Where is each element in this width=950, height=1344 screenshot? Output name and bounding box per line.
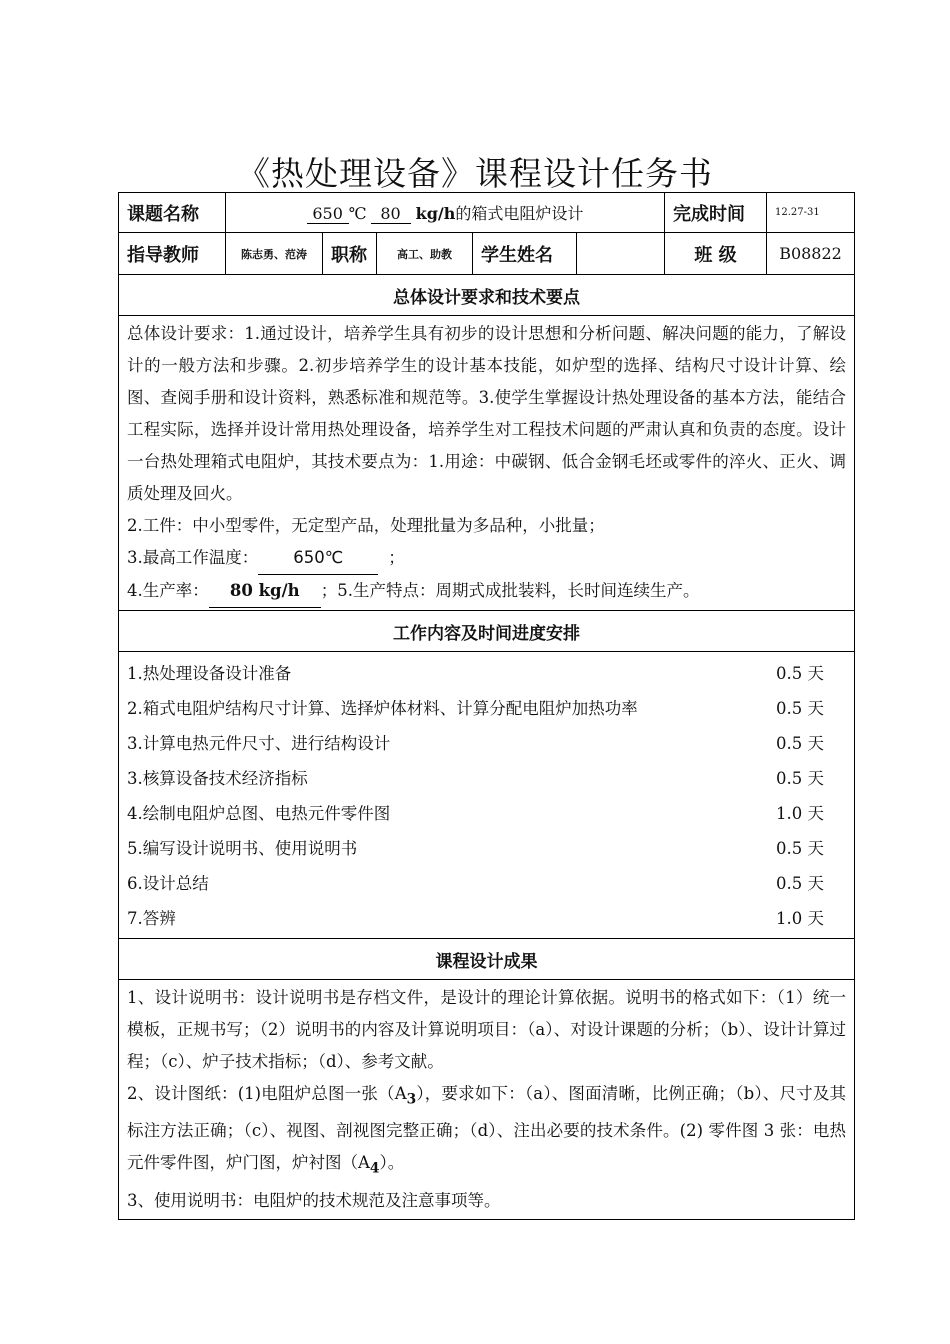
requirements-item-3: 3.最高工作温度： 650℃ ； bbox=[127, 542, 846, 575]
topic-label: 课题名称 bbox=[119, 193, 226, 233]
document-title: 《热处理设备》课程设计任务书 bbox=[237, 154, 713, 193]
topic-value bbox=[226, 193, 665, 233]
requirements-heading-row bbox=[119, 275, 855, 316]
schedule-item: 3.核算设备技术经济指标 0.5 天 bbox=[127, 769, 825, 788]
position-label: 职称 bbox=[323, 233, 377, 275]
requirements-row bbox=[119, 316, 855, 611]
schedule-body bbox=[119, 652, 855, 939]
results-item-3: 3、使用说明书：电阻炉的技术规范及注意事项等。 bbox=[127, 1190, 501, 1210]
max-temp-value: 650℃ bbox=[258, 542, 378, 575]
schedule-item: 1.热处理设备设计准备 0.5 天 bbox=[127, 664, 825, 683]
requirements-item-2: 2.工件：中小型零件，无定型产品，处理批量为多品种，小批量； bbox=[127, 516, 605, 535]
topic-temp-unit: ℃ bbox=[348, 204, 367, 223]
requirements-intro: 总体设计要求：1.通过设计，培养学生具有初步的设计思想和分析问题、解决问题的能力，了解设计的一般方法和步骤。2.初步培养学生的设计基本技能，如炉型的选择、结构尺寸设计计算、绘图、查阅手册和设计资料，熟悉标准和规范等。3.使学生掌握设计热处理设备的基本方法，能结合工程实际，选择并设计常用热处理设备，培养学生对工程技术问题的严肃认真和负责的态度。设计一台热处理箱式电阻炉，其技术要点为：1.用途：中碳钢、低合金钢毛坯或零件的淬火、正火、调质处理及回火。 bbox=[127, 324, 847, 503]
results-item-1: 1、设计说明书：设计说明书是存档文件，是设计的理论计算依据。说明书的格式如下：（1）统一模板，正规书写；（2）说明书的内容及计算说明项目：（a）、对设计课题的分析；（b）、设计计算过程；（c）、炉子技术指标；（d）、参考文献。 bbox=[127, 988, 847, 1071]
schedule-heading: 工作内容及时间进度安排 bbox=[119, 611, 855, 652]
results-body bbox=[119, 980, 855, 1220]
production-rate-value: 80 kg/h bbox=[209, 575, 321, 608]
class-value: B08822 bbox=[767, 233, 855, 275]
requirements-heading: 总体设计要求和技术要点 bbox=[119, 275, 855, 316]
teacher-row bbox=[119, 233, 855, 275]
schedule-row bbox=[119, 652, 855, 939]
student-value bbox=[577, 233, 665, 275]
topic-row bbox=[119, 193, 855, 233]
results-heading: 课程设计成果 bbox=[119, 939, 855, 980]
requirements-body bbox=[119, 316, 855, 611]
schedule-item: 5.编写设计说明书、使用说明书 0.5 天 bbox=[127, 839, 825, 858]
results-item-2: 2、设计图纸：(1)电阻炉总图一张$(A_3)$，要求如下：（a）、图面清晰，比例正确；（b）、尺寸及其标注方法正确；（c）、视图、剖视图完整正确；（d）、注出必要的技术条件。(2) 零件图 3 张：电热元件零件图，炉门图，炉衬图$(A_4)$。 bbox=[127, 1084, 847, 1177]
results-row bbox=[119, 980, 855, 1220]
schedule-heading-row bbox=[119, 611, 855, 652]
teacher-value: 陈志勇、范涛 bbox=[226, 233, 323, 275]
results-heading-row bbox=[119, 939, 855, 980]
task-form-table bbox=[118, 192, 855, 1220]
schedule-item: 6.设计总结 0.5 天 bbox=[127, 874, 825, 893]
schedule-item: 4.绘制电阻炉总图、电热元件零件图 1.0 天 bbox=[127, 804, 825, 823]
topic-suffix: 的箱式电阻炉设计 bbox=[455, 204, 584, 223]
topic-temp: 650 bbox=[307, 204, 349, 224]
finish-value: 12.27-31 bbox=[767, 193, 855, 233]
schedule-item: 7.答辨 1.0 天 bbox=[127, 909, 825, 928]
teacher-label: 指导教师 bbox=[119, 233, 226, 275]
class-label: 班 级 bbox=[665, 233, 767, 275]
schedule-item: 2.箱式电阻炉结构尺寸计算、选择炉体材料、计算分配电阻炉加热功率 0.5 天 bbox=[127, 699, 825, 718]
topic-rate: 80 bbox=[371, 204, 411, 224]
student-label: 学生姓名 bbox=[473, 233, 577, 275]
requirements-item-4: 4.生产率： 80 kg/h ；5.生产特点：周期式成批装料，长时间连续生产。 bbox=[127, 575, 846, 608]
position-value: 高工、助教 bbox=[377, 233, 473, 275]
schedule-item: 3.计算电热元件尺寸、进行结构设计 0.5 天 bbox=[127, 734, 825, 753]
finish-label: 完成时间 bbox=[665, 193, 767, 233]
topic-rate-unit: kg/h bbox=[415, 204, 456, 223]
